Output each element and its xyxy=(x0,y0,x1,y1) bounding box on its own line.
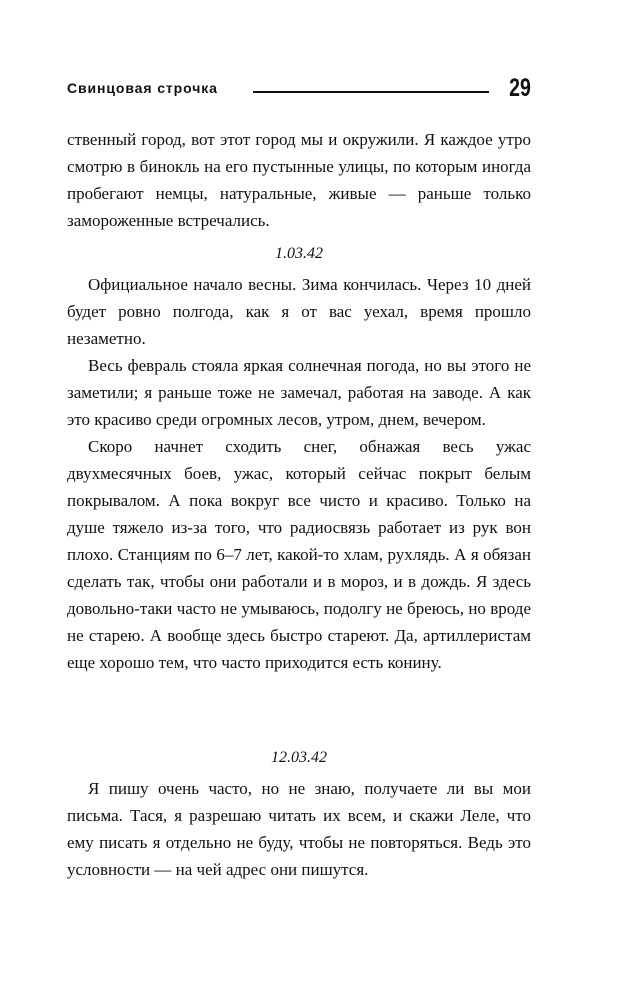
running-title: Свинцовая строчка xyxy=(67,80,218,96)
paragraph: Весь февраль стояла яркая солнечная погода, но вы этого не заметили; я раньше тоже не замечал, работая на заводе. А как это красиво среди огромных лесов, утром, днем, вечером. xyxy=(67,356,531,429)
opening-paragraph: ственный город, вот этот город мы и окружили. Я каждое утро смотрю в бинокль на его пустынные улицы, по которым иногда пробегают немцы, натуральные, живые — раньше только замороженные встречались. xyxy=(67,130,531,230)
page-header xyxy=(67,74,531,106)
entry-date: 12.03.42 xyxy=(271,749,327,766)
opening-paragraph-block xyxy=(67,126,531,234)
diary-entry-2-body xyxy=(67,775,531,883)
diary-entry-2 xyxy=(67,744,531,771)
header-rule xyxy=(253,91,489,93)
paragraph: Скоро начнет сходить снег, обнажая весь ужас двухмесячных боев, ужас, который сейчас покрыт белым покрывалом. А пока вокруг все чисто и красиво. Только на душе тяжело из-за того, что радиосвязь работает из рук вон плохо. Станциям по 6–7 лет, какой-то хлам, рухлядь. А я обязан сделать так, чтобы они работали и в мороз, и в дождь. Я здесь довольно-таки часто не умываюсь, подолгу не бреюсь, но вроде не старею. А вообще здесь быстро стареют. Да, артиллеристам еще хорошо тем, что часто приходится есть конину. xyxy=(67,437,531,672)
paragraph: Я пишу очень часто, но не знаю, получаете ли вы мои письма. Тася, я разрешаю читать их всем, и скажи Леле, что ему писать я отдельно не буду, чтобы не повторяться. Ведь это условности — на чей адрес они пишутся. xyxy=(67,779,531,879)
entry-date: 1.03.42 xyxy=(275,245,323,262)
page-number: 29 xyxy=(509,74,531,102)
paragraph: Официальное начало весны. Зима кончилась. Через 10 дней будет ровно полгода, как я от вас уехал, время прошло незаметно. xyxy=(67,275,531,348)
diary-entry-1-body xyxy=(67,271,531,676)
diary-entry-1 xyxy=(67,240,531,267)
